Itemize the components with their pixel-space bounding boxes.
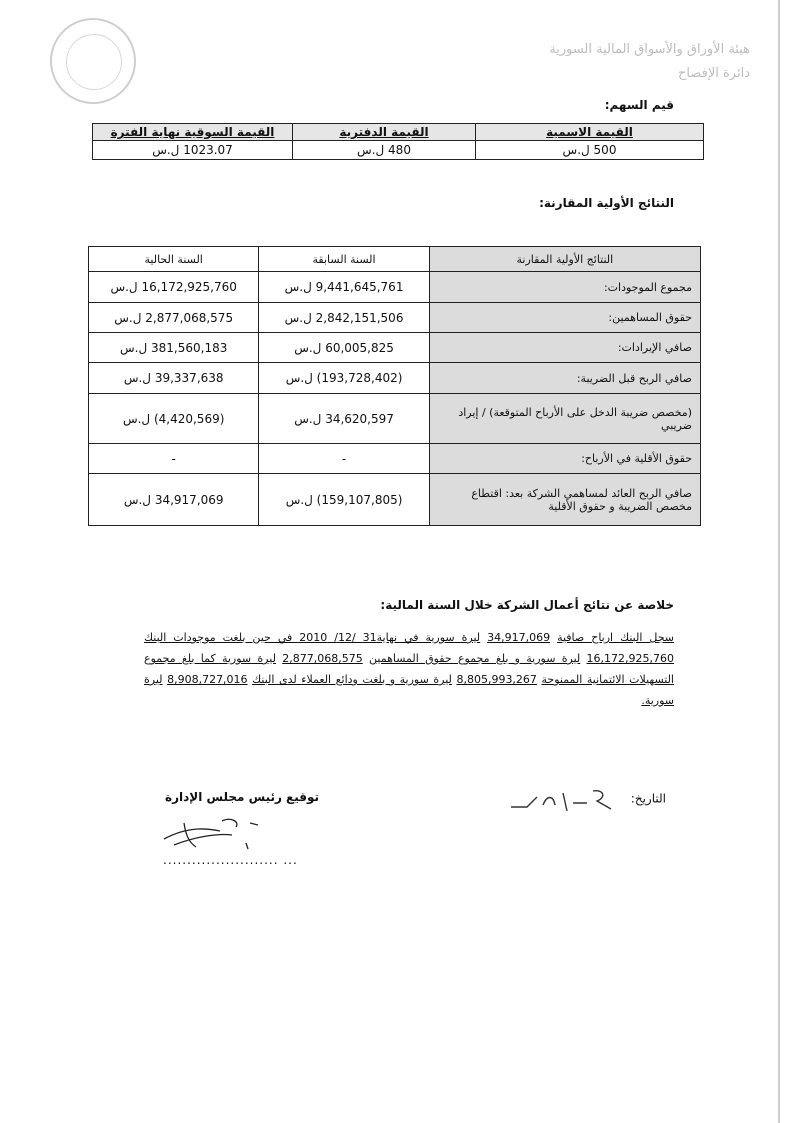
summary-value: 34,917,069 <box>487 631 551 644</box>
summary-value: 8,908,727,016 <box>167 673 248 686</box>
row-cur: 2,877,068,575 ل.س <box>89 303 259 333</box>
table-header-row <box>89 247 701 272</box>
table-row <box>89 303 701 333</box>
value-market: 1023.07 ل.س <box>93 141 293 160</box>
row-cur: 39,337,638 ل.س <box>89 363 259 394</box>
row-label: حقوق المساهمين: <box>429 303 700 333</box>
table-row <box>89 474 701 526</box>
summary-paragraph <box>144 627 674 711</box>
row-cur: - <box>89 444 259 474</box>
share-values-table <box>92 123 704 160</box>
signature-title: توقيع رئيس مجلس الإدارة <box>165 790 320 804</box>
company-seal <box>50 18 136 104</box>
row-prev: 60,005,825 ل.س <box>259 333 429 363</box>
summary-text: ليرة سورية و بلغ مجموع حقوق المساهمين <box>369 652 581 665</box>
row-prev: 2,842,151,506 ل.س <box>259 303 429 333</box>
summary-title: خلاصة عن نتائج أعمال الشركة خلال السنة المالية: <box>380 598 674 612</box>
row-prev: 34,620,597 ل.س <box>259 394 429 444</box>
summary-text: ليرة سورية و بلغت ودائع العملاء لدى البنك <box>252 673 452 686</box>
header-cur: السنة الحالية <box>89 247 259 272</box>
results-table <box>88 246 701 526</box>
summary-text: ليرة سورية في نهاية31 /12/ 2010 في حين بلغت موجودات البنك <box>144 631 481 644</box>
header-label: النتائج الأولية المقارنة <box>429 247 700 272</box>
table-header-row <box>93 124 704 141</box>
share-values-title: قيم السهم: <box>604 98 674 112</box>
signature-mark-icon <box>160 815 270 855</box>
handwritten-date-icon <box>507 785 627 813</box>
row-label: صافي الإيرادات: <box>429 333 700 363</box>
summary-value: 16,172,925,760 <box>586 652 675 665</box>
table-row <box>93 141 704 160</box>
row-label: مجموع الموجودات: <box>429 272 700 303</box>
row-prev: (159,107,805) ل.س <box>259 474 429 526</box>
header-book: القيمة الدفترية <box>293 124 476 141</box>
date-label: التاريخ: <box>630 791 666 806</box>
date-field <box>507 785 666 813</box>
row-cur: 16,172,925,760 ل.س <box>89 272 259 303</box>
letterhead <box>549 38 750 86</box>
summary-value: 8,805,993,267 <box>456 673 537 686</box>
header-nominal: القيمة الاسمية <box>476 124 704 141</box>
row-label: حقوق الأقلية في الأرباح: <box>429 444 700 474</box>
row-prev: - <box>259 444 429 474</box>
row-label: (مخصص ضريبة الدخل على الأرباح المتوقعة) / إيراد ضريبي <box>429 394 700 444</box>
header-market: القيمة السوقية نهاية الفترة <box>93 124 293 141</box>
row-cur: 381,560,183 ل.س <box>89 333 259 363</box>
org-name: هيئة الأوراق والأسواق المالية السورية <box>549 42 750 57</box>
table-row <box>89 272 701 303</box>
row-cur: 34,917,069 ل.س <box>89 474 259 526</box>
row-cur: (4,420,569) ل.س <box>89 394 259 444</box>
row-label: صافي الربح قبل الضريبة: <box>429 363 700 394</box>
header-prev: السنة السابقة <box>259 247 429 272</box>
scan-edge-line <box>778 0 780 1123</box>
row-prev: (193,728,402) ل.س <box>259 363 429 394</box>
table-row <box>89 333 701 363</box>
org-unit: دائرة الإفصاح <box>677 66 750 81</box>
summary-text: ليرة سورية كما بلغ مجموع التسهيلات الائتمانية الممنوحة <box>144 652 674 686</box>
summary-text: ليرة سورية. <box>144 673 674 707</box>
table-row <box>89 444 701 474</box>
table-row <box>89 394 701 444</box>
signature-line: ........................ ... <box>163 853 298 867</box>
value-nominal: 500 ل.س <box>476 141 704 160</box>
row-prev: 9,441,645,761 ل.س <box>259 272 429 303</box>
results-title: النتائج الأولية المقارنة: <box>539 196 674 210</box>
value-book: 480 ل.س <box>293 141 476 160</box>
summary-value: 2,877,068,575 <box>282 652 363 665</box>
table-row <box>89 363 701 394</box>
row-label: صافي الربح العائد لمساهمي الشركة بعد: اقتطاع مخصص الضريبة و حقوق الأقلية <box>429 474 700 526</box>
summary-text: سجل البنك ارباح صافية <box>557 631 675 644</box>
